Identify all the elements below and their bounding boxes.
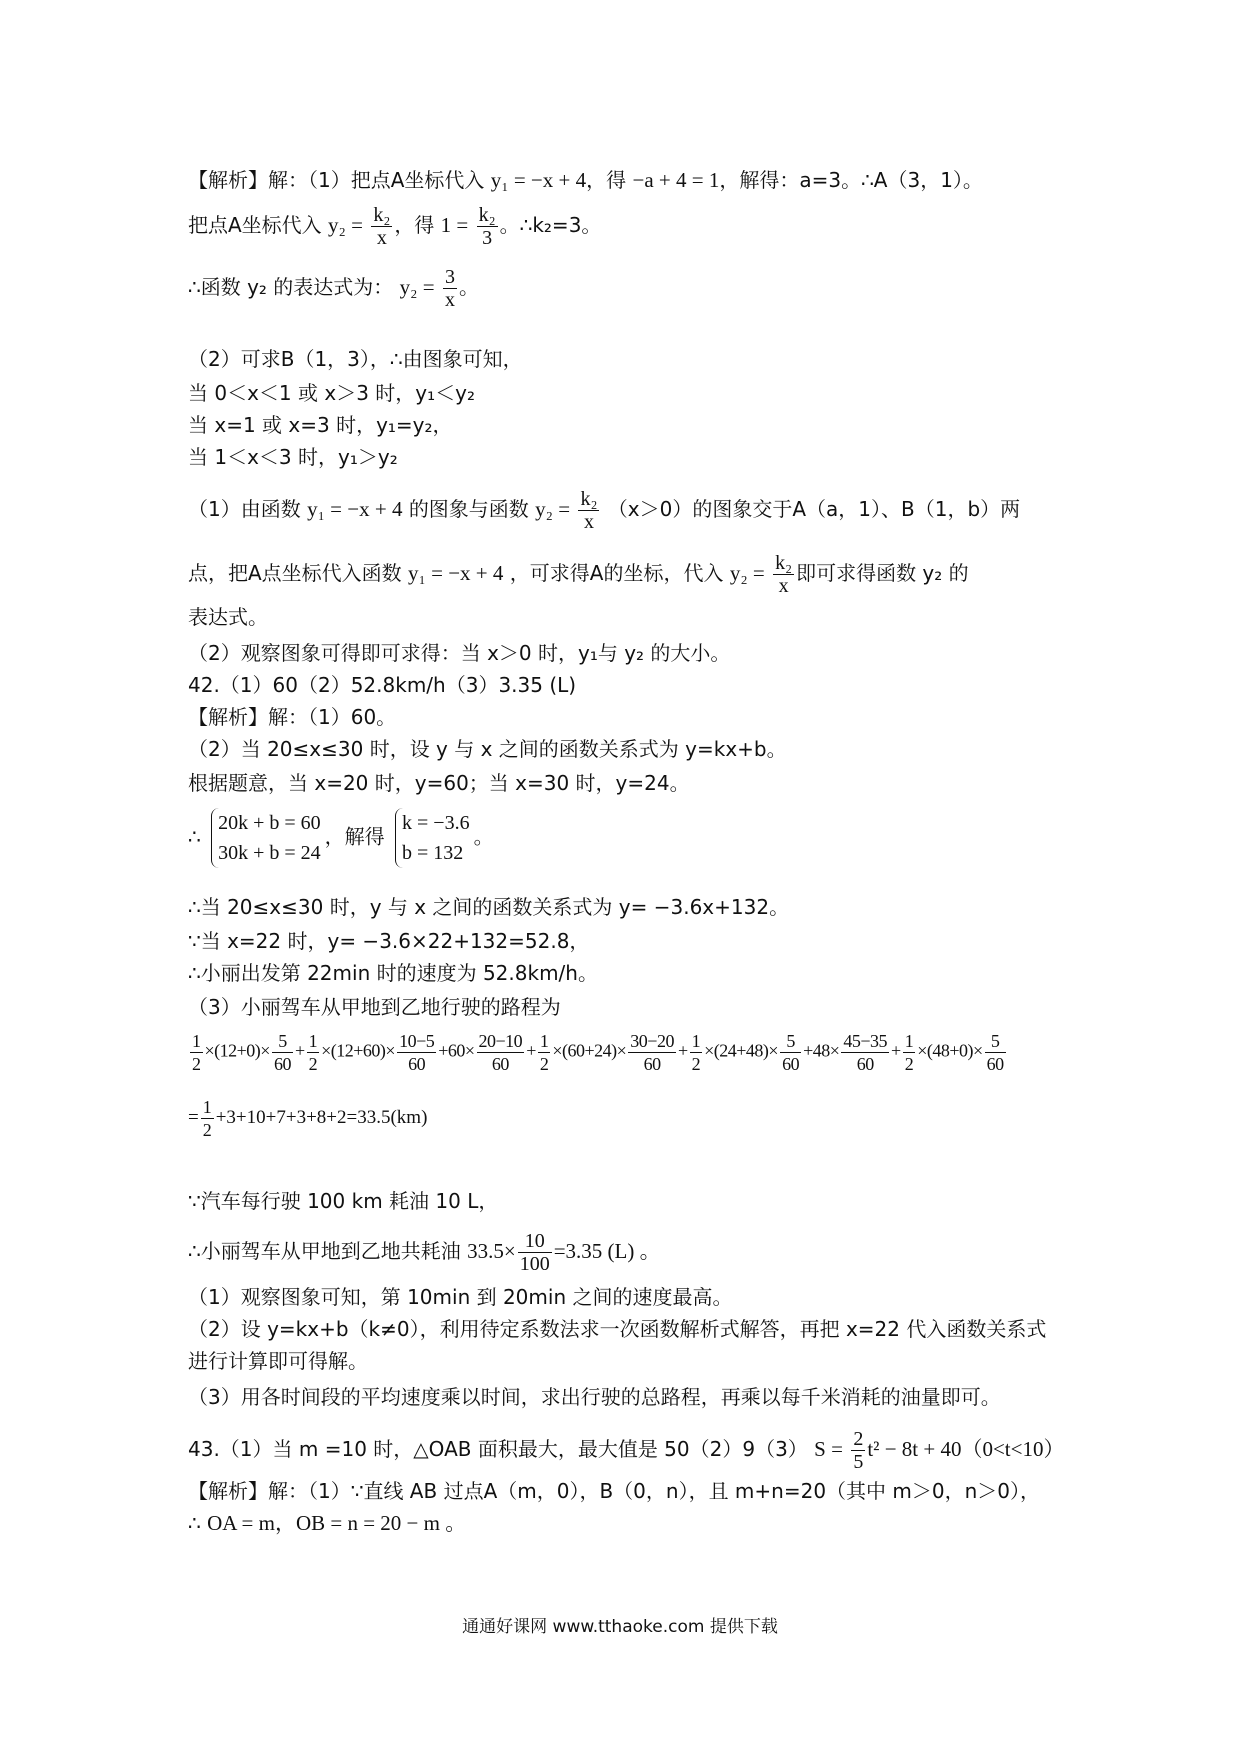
- denominator: x: [583, 511, 594, 533]
- denominator: 2: [308, 1054, 318, 1074]
- line-18: ∵当 x=22 时，y= −3.6×22+132=52.8，: [188, 929, 590, 953]
- line-31: [188, 1510, 466, 1536]
- denominator: 2: [904, 1054, 914, 1074]
- text: +60×: [438, 1040, 475, 1061]
- line-5: 当 0＜x＜1 或 x＞3 时，y₁＜y₂: [188, 381, 475, 405]
- denominator: 60: [643, 1054, 661, 1074]
- numerator: k₂: [775, 552, 793, 574]
- line-8: [188, 488, 1020, 533]
- text: +: [526, 1040, 536, 1061]
- text: （x＞0）的图象交于A（a，1）、B（1，b）两: [607, 497, 1021, 521]
- denominator: 60: [408, 1054, 426, 1074]
- line-20: （3）小丽驾车从甲地到乙地行驶的路程为: [188, 995, 561, 1019]
- numerator: 20−10: [478, 1031, 523, 1051]
- line-3: [188, 266, 479, 311]
- text: +48×: [803, 1040, 840, 1061]
- numerator: k₂: [373, 204, 391, 226]
- text: ∴函数 y₂ 的表达式为：: [188, 275, 394, 299]
- fraction: [477, 204, 498, 249]
- numerator: 5: [272, 1030, 293, 1053]
- fraction: [851, 1428, 865, 1473]
- numerator: k₂: [580, 488, 598, 510]
- fraction: [690, 1030, 703, 1075]
- text: ，解得: [324, 824, 385, 849]
- formula: 33.5×: [467, 1239, 516, 1263]
- text: ∴: [188, 1511, 201, 1535]
- denominator: 60: [856, 1054, 874, 1074]
- text: ，解得：a=3。∴A（3，1）。: [719, 168, 983, 192]
- fraction: [201, 1096, 214, 1141]
- formula: 1 =: [440, 213, 469, 237]
- line-calc-result: [188, 1096, 427, 1141]
- numerator: 1: [691, 1031, 701, 1051]
- denominator: 60: [986, 1054, 1004, 1074]
- numerator: 1: [308, 1031, 318, 1051]
- line-4: （2）可求B（1，3），∴由图象可知，: [188, 347, 523, 371]
- formula: t² − 8t + 40（0<t<10）: [867, 1437, 1065, 1461]
- equation: 30k + b = 24: [218, 842, 321, 864]
- fraction: [518, 1230, 552, 1275]
- text: ×(48+0)×: [917, 1040, 983, 1061]
- denominator: 3: [482, 227, 493, 249]
- numerator: 5: [985, 1030, 1006, 1053]
- denominator: 60: [782, 1054, 800, 1074]
- line-1: [188, 167, 983, 193]
- line-27: 进行计算即可得解。: [188, 1349, 368, 1373]
- text: ×(12+0)×: [204, 1040, 270, 1061]
- line-24: [188, 1230, 661, 1275]
- fraction: [443, 266, 457, 311]
- numerator: 1: [904, 1031, 914, 1051]
- text: ×(60+24)×: [552, 1040, 627, 1061]
- numerator: 1: [192, 1031, 201, 1051]
- numerator: 5: [780, 1030, 801, 1053]
- numerator: 30−20: [630, 1031, 674, 1051]
- line-system: [188, 808, 494, 868]
- line-19: ∴小丽出发第 22min 时的速度为 52.8km/h。: [188, 961, 598, 985]
- text: +: [677, 1040, 688, 1061]
- denominator: 60: [273, 1054, 291, 1074]
- formula: −a + 4 = 1: [632, 168, 720, 192]
- text: （1）由函数: [188, 497, 301, 521]
- formula: y₁ = −x + 4: [490, 168, 587, 192]
- denominator: x: [376, 227, 387, 249]
- formula: y₂ =: [535, 497, 571, 521]
- denominator: 2: [192, 1054, 201, 1074]
- denominator: 60: [491, 1054, 509, 1074]
- text: ×(12+60)×: [321, 1040, 396, 1061]
- fraction: [780, 1030, 801, 1075]
- fraction: [985, 1030, 1006, 1075]
- formula: y₂ =: [328, 213, 363, 237]
- numerator: k₂: [478, 204, 496, 226]
- formula: y₁ = −x + 4: [307, 497, 403, 521]
- denominator: 2: [691, 1054, 701, 1074]
- fraction: [628, 1030, 676, 1075]
- line-9: [188, 552, 969, 597]
- fraction: [841, 1030, 889, 1075]
- formula: y₁ = −x + 4: [408, 561, 504, 585]
- denominator: 5: [853, 1451, 864, 1473]
- line-6: 当 x=1 或 x=3 时，y₁=y₂，: [188, 413, 453, 437]
- equation: b = 132: [402, 842, 464, 864]
- page-footer: 通通好课网 www.tthaoke.com 提供下载: [462, 1617, 778, 1637]
- line-17: ∴当 20≤x≤30 时，y 与 x 之间的函数关系式为 y= −3.6x+132。: [188, 895, 790, 919]
- denominator: x: [444, 289, 455, 311]
- text: ∴: [188, 824, 201, 849]
- line-26: （2）设 y=kx+b（k≠0），利用待定系数法求一次函数解析式解答，再把 x=22 代入函数关系式: [188, 1317, 1047, 1341]
- fraction: [397, 1030, 436, 1075]
- text: +: [891, 1040, 901, 1061]
- fraction: [272, 1030, 293, 1075]
- formula: =3.35 (L) 。: [553, 1239, 661, 1263]
- fraction: [538, 1030, 551, 1075]
- fraction: [307, 1030, 320, 1075]
- line-12: 42.（1）60（2）52.8km/h（3）3.35 (L): [188, 673, 577, 697]
- fraction: [578, 488, 599, 533]
- denominator: 100: [519, 1253, 550, 1275]
- fraction: [190, 1030, 203, 1075]
- numerator: 45−35: [843, 1031, 888, 1051]
- text: 。∴k₂=3。: [499, 213, 602, 237]
- text: ∴小丽驾车从甲地到乙地共耗油: [188, 1239, 461, 1263]
- fraction: [371, 204, 392, 249]
- text: 43.（1）当 m =10 时，△OAB 面积最大，最大值是 50（2）9（3）: [188, 1437, 808, 1461]
- fraction: [477, 1030, 525, 1075]
- text: ×(24+48)×: [704, 1040, 779, 1061]
- equation: k = −3.6: [402, 812, 470, 834]
- line-13: 【解析】解：（1）60。: [188, 705, 397, 729]
- line-23: ∵汽车每行驶 100 km 耗油 10 L，: [188, 1189, 499, 1213]
- text: ，得: [586, 168, 627, 192]
- numerator: 1: [202, 1097, 212, 1117]
- line-25: （1）观察图象可知，第 10min 到 20min 之间的速度最高。: [188, 1285, 733, 1309]
- line-7: 当 1＜x＜3 时，y₁＞y₂: [188, 445, 398, 469]
- text: 即可求得函数 y₂ 的: [796, 561, 969, 585]
- text: 【解析】解：（1）把点A坐标代入: [188, 168, 485, 192]
- text: =: [188, 1106, 199, 1128]
- denominator: 2: [202, 1120, 212, 1140]
- line-15: 根据题意，当 x=20 时，y=60；当 x=30 时，y=24。: [188, 771, 690, 795]
- solution-system: [395, 808, 470, 868]
- formula: OA = m，OB = n = 20 − m 。: [207, 1511, 467, 1535]
- text: 。: [473, 824, 494, 849]
- text: 。: [458, 275, 479, 299]
- denominator: 2: [539, 1054, 549, 1074]
- numerator: 10−5: [399, 1031, 435, 1051]
- text: ，可求得A的坐标，代入: [509, 561, 724, 585]
- numerator: 2: [853, 1428, 864, 1450]
- line-30: 【解析】解：（1）∵直线 AB 过点A（m，0），B（0，n），且 m+n=20（其中 m＞0，n＞0），: [188, 1479, 1041, 1503]
- line-calc: [188, 1030, 1008, 1075]
- equation: 20k + b = 60: [218, 812, 321, 834]
- equation-system: [211, 808, 321, 868]
- line-2: [188, 204, 601, 249]
- text: +: [294, 1040, 305, 1061]
- numerator: 3: [444, 266, 455, 288]
- text: 把点A坐标代入: [188, 213, 322, 237]
- denominator: x: [778, 575, 789, 597]
- text: ，得: [394, 213, 435, 237]
- formula: y₂ =: [399, 275, 435, 299]
- line-10: 表达式。: [188, 605, 268, 629]
- numerator: 1: [539, 1031, 549, 1051]
- text: 的图象与函数: [408, 497, 529, 521]
- text: 点，把A点坐标代入函数: [188, 561, 402, 585]
- text: +3+10+7+3+8+2=33.5(km): [215, 1106, 428, 1128]
- line-14: （2）当 20≤x≤30 时，设 y 与 x 之间的函数关系式为 y=kx+b。: [188, 737, 787, 761]
- numerator: 10: [518, 1230, 552, 1253]
- fraction: [773, 552, 794, 597]
- fraction: [903, 1030, 916, 1075]
- formula: y₂ =: [729, 561, 765, 585]
- line-29: [188, 1428, 1065, 1473]
- line-11: （2）观察图象可得即可求得：当 x＞0 时，y₁与 y₂ 的大小。: [188, 641, 731, 665]
- formula: S =: [814, 1437, 843, 1461]
- line-28: （3）用各时间段的平均速度乘以时间，求出行驶的总路程，再乘以每千米消耗的油量即可。: [188, 1385, 1001, 1409]
